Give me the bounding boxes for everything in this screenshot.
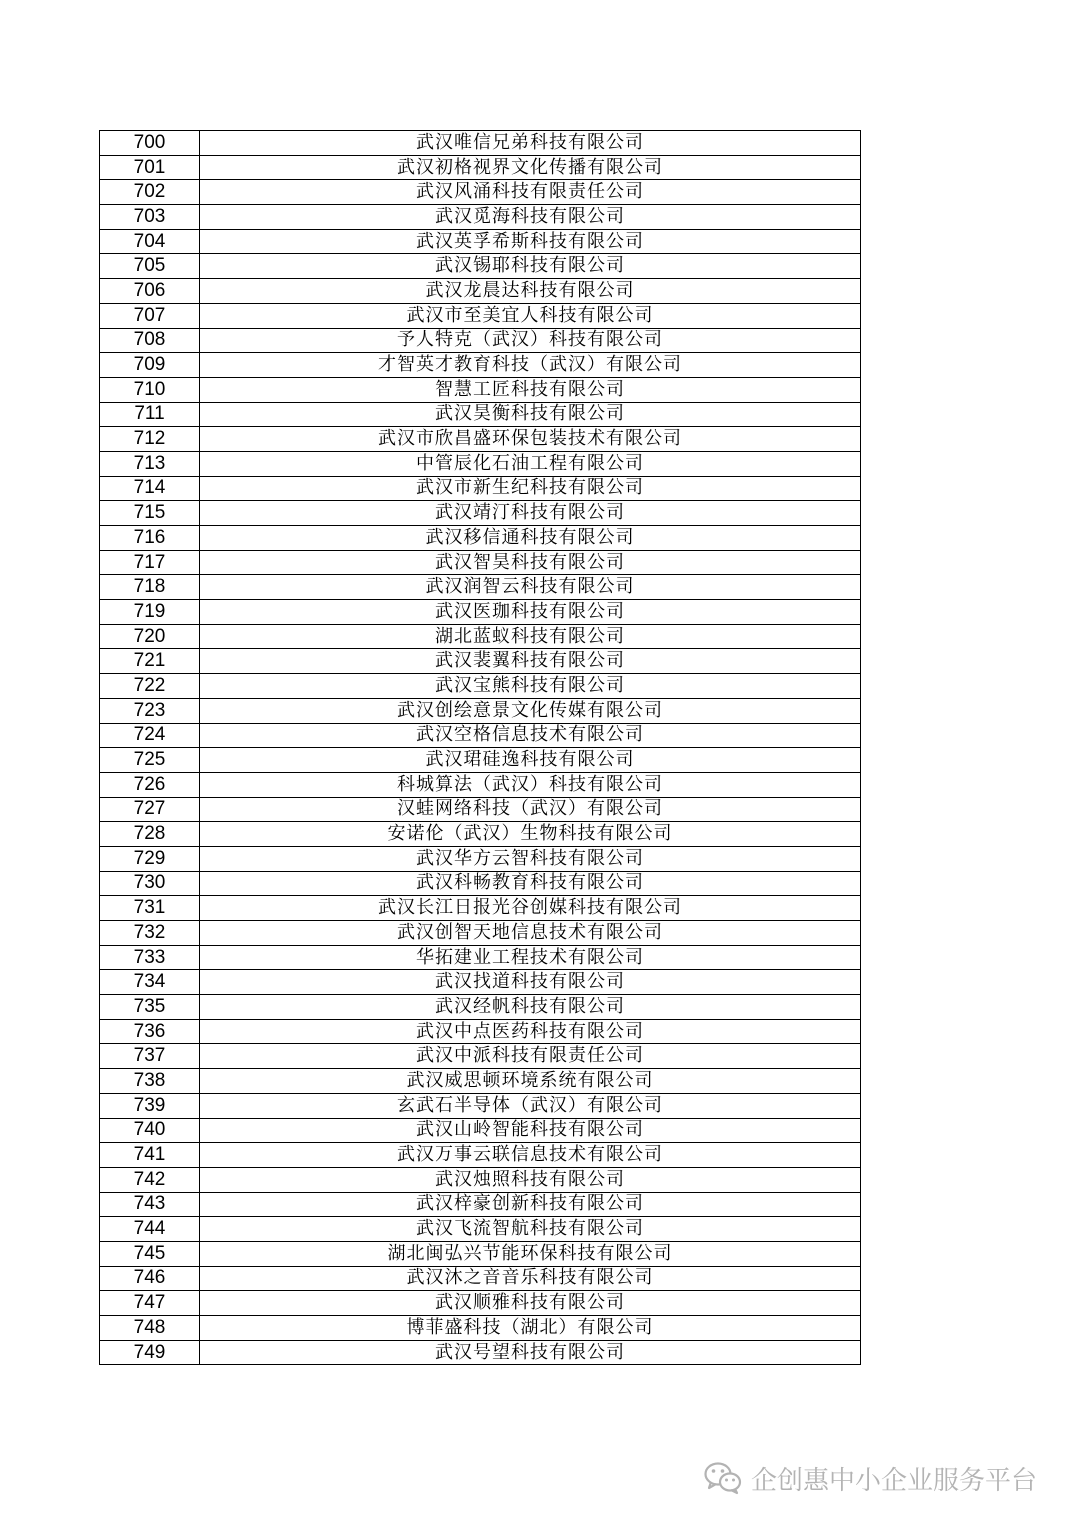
company-table (99, 130, 861, 1365)
company-name: 武汉顺雅科技有限公司 (200, 1291, 861, 1316)
company-name: 武汉创绘意景文化传媒有限公司 (200, 698, 861, 723)
table-row (100, 698, 861, 723)
table-row (100, 970, 861, 995)
table-row (100, 797, 861, 822)
table-row (100, 624, 861, 649)
table-row (100, 1192, 861, 1217)
table-row (100, 1118, 861, 1143)
table-row (100, 723, 861, 748)
row-number: 710 (100, 377, 200, 402)
company-name: 武汉万事云联信息技术有限公司 (200, 1143, 861, 1168)
company-name: 武汉初格视界文化传播有限公司 (200, 155, 861, 180)
table-row (100, 229, 861, 254)
row-number: 732 (100, 921, 200, 946)
table-row (100, 1167, 861, 1192)
table-row (100, 1019, 861, 1044)
table-row (100, 328, 861, 353)
table-row (100, 822, 861, 847)
company-name: 武汉唯信兄弟科技有限公司 (200, 131, 861, 156)
row-number: 740 (100, 1118, 200, 1143)
table-row (100, 575, 861, 600)
company-name: 武汉空格信息技术有限公司 (200, 723, 861, 748)
table-row (100, 353, 861, 378)
table-row (100, 945, 861, 970)
row-number: 744 (100, 1217, 200, 1242)
company-name: 武汉找道科技有限公司 (200, 970, 861, 995)
wechat-icon (703, 1461, 743, 1495)
table-row (100, 451, 861, 476)
table-row (100, 871, 861, 896)
company-name: 武汉号望科技有限公司 (200, 1340, 861, 1365)
row-number: 715 (100, 501, 200, 526)
row-number: 707 (100, 303, 200, 328)
row-number: 717 (100, 550, 200, 575)
company-name: 武汉市欣昌盛环保包装技术有限公司 (200, 427, 861, 452)
row-number: 738 (100, 1069, 200, 1094)
company-name: 武汉华方云智科技有限公司 (200, 846, 861, 871)
company-name: 予人特克（武汉）科技有限公司 (200, 328, 861, 353)
table-row (100, 896, 861, 921)
table-row (100, 131, 861, 156)
company-name: 武汉创智天地信息技术有限公司 (200, 921, 861, 946)
company-list-table (99, 130, 861, 1365)
table-row (100, 501, 861, 526)
table-row (100, 748, 861, 773)
row-number: 701 (100, 155, 200, 180)
row-number: 741 (100, 1143, 200, 1168)
company-name: 武汉市至美宜人科技有限公司 (200, 303, 861, 328)
row-number: 721 (100, 649, 200, 674)
row-number: 731 (100, 896, 200, 921)
company-name: 武汉润智云科技有限公司 (200, 575, 861, 600)
table-row (100, 427, 861, 452)
company-name: 武汉宝熊科技有限公司 (200, 674, 861, 699)
company-name: 武汉烛照科技有限公司 (200, 1167, 861, 1192)
row-number: 720 (100, 624, 200, 649)
row-number: 725 (100, 748, 200, 773)
table-row (100, 846, 861, 871)
row-number: 728 (100, 822, 200, 847)
table-row (100, 1291, 861, 1316)
row-number: 745 (100, 1241, 200, 1266)
company-name: 湖北闽弘兴节能环保科技有限公司 (200, 1241, 861, 1266)
company-name: 中管辰化石油工程有限公司 (200, 451, 861, 476)
row-number: 739 (100, 1093, 200, 1118)
row-number: 737 (100, 1044, 200, 1069)
table-row (100, 402, 861, 427)
row-number: 742 (100, 1167, 200, 1192)
company-name: 武汉龙晨达科技有限公司 (200, 279, 861, 304)
row-number: 733 (100, 945, 200, 970)
row-number: 705 (100, 254, 200, 279)
table-row (100, 674, 861, 699)
row-number: 724 (100, 723, 200, 748)
row-number: 718 (100, 575, 200, 600)
table-row (100, 205, 861, 230)
company-name: 武汉靖汀科技有限公司 (200, 501, 861, 526)
table-row (100, 1093, 861, 1118)
row-number: 729 (100, 846, 200, 871)
table-body (100, 131, 861, 1365)
company-name: 武汉经帆科技有限公司 (200, 995, 861, 1020)
table-row (100, 1044, 861, 1069)
company-name: 武汉山岭智能科技有限公司 (200, 1118, 861, 1143)
row-number: 735 (100, 995, 200, 1020)
company-name: 科城算法（武汉）科技有限公司 (200, 772, 861, 797)
company-name: 武汉梓豪创新科技有限公司 (200, 1192, 861, 1217)
watermark-text: 企创惠中小企业服务平台 (751, 1465, 1038, 1496)
company-name: 武汉风涌科技有限责任公司 (200, 180, 861, 205)
row-number: 713 (100, 451, 200, 476)
company-name: 武汉觅海科技有限公司 (200, 205, 861, 230)
row-number: 714 (100, 476, 200, 501)
row-number: 706 (100, 279, 200, 304)
row-number: 736 (100, 1019, 200, 1044)
row-number: 734 (100, 970, 200, 995)
company-name: 武汉市新生纪科技有限公司 (200, 476, 861, 501)
row-number: 708 (100, 328, 200, 353)
table-row (100, 600, 861, 625)
table-row (100, 180, 861, 205)
row-number: 716 (100, 526, 200, 551)
company-name: 武汉智昊科技有限公司 (200, 550, 861, 575)
row-number: 709 (100, 353, 200, 378)
table-row (100, 1340, 861, 1365)
table-row (100, 1069, 861, 1094)
table-row (100, 254, 861, 279)
watermark (703, 1458, 1037, 1498)
company-name: 武汉长江日报光谷创媒科技有限公司 (200, 896, 861, 921)
row-number: 748 (100, 1316, 200, 1341)
company-name: 武汉中派科技有限责任公司 (200, 1044, 861, 1069)
company-name: 玄武石半导体（武汉）有限公司 (200, 1093, 861, 1118)
row-number: 746 (100, 1266, 200, 1291)
row-number: 704 (100, 229, 200, 254)
company-name: 武汉威思顿环境系统有限公司 (200, 1069, 861, 1094)
row-number: 722 (100, 674, 200, 699)
row-number: 702 (100, 180, 200, 205)
table-row (100, 1316, 861, 1341)
company-name: 安诺伦（武汉）生物科技有限公司 (200, 822, 861, 847)
company-name: 武汉珺硅逸科技有限公司 (200, 748, 861, 773)
row-number: 711 (100, 402, 200, 427)
row-number: 727 (100, 797, 200, 822)
company-name: 武汉锡耶科技有限公司 (200, 254, 861, 279)
company-name: 武汉医珈科技有限公司 (200, 600, 861, 625)
company-name: 武汉裴翼科技有限公司 (200, 649, 861, 674)
row-number: 730 (100, 871, 200, 896)
table-row (100, 1217, 861, 1242)
company-name: 武汉移信通科技有限公司 (200, 526, 861, 551)
company-name: 武汉飞流智航科技有限公司 (200, 1217, 861, 1242)
row-number: 726 (100, 772, 200, 797)
table-row (100, 155, 861, 180)
row-number: 747 (100, 1291, 200, 1316)
table-row (100, 649, 861, 674)
table-row (100, 1241, 861, 1266)
company-name: 汉蛙网络科技（武汉）有限公司 (200, 797, 861, 822)
table-row (100, 1143, 861, 1168)
row-number: 723 (100, 698, 200, 723)
table-row (100, 550, 861, 575)
table-row (100, 279, 861, 304)
table-row (100, 526, 861, 551)
company-name: 湖北蓝蚁科技有限公司 (200, 624, 861, 649)
company-name: 武汉科畅教育科技有限公司 (200, 871, 861, 896)
table-row (100, 772, 861, 797)
table-row (100, 476, 861, 501)
table-row (100, 921, 861, 946)
company-name: 博菲盛科技（湖北）有限公司 (200, 1316, 861, 1341)
company-name: 武汉沐之音音乐科技有限公司 (200, 1266, 861, 1291)
row-number: 743 (100, 1192, 200, 1217)
table-row (100, 303, 861, 328)
row-number: 719 (100, 600, 200, 625)
company-name: 才智英才教育科技（武汉）有限公司 (200, 353, 861, 378)
company-name: 武汉中点医药科技有限公司 (200, 1019, 861, 1044)
company-name: 华拓建业工程技术有限公司 (200, 945, 861, 970)
row-number: 700 (100, 131, 200, 156)
company-name: 武汉英孚希斯科技有限公司 (200, 229, 861, 254)
company-name: 智慧工匠科技有限公司 (200, 377, 861, 402)
row-number: 703 (100, 205, 200, 230)
table-row (100, 995, 861, 1020)
row-number: 712 (100, 427, 200, 452)
table-row (100, 377, 861, 402)
table-row (100, 1266, 861, 1291)
company-name: 武汉昊衡科技有限公司 (200, 402, 861, 427)
row-number: 749 (100, 1340, 200, 1365)
